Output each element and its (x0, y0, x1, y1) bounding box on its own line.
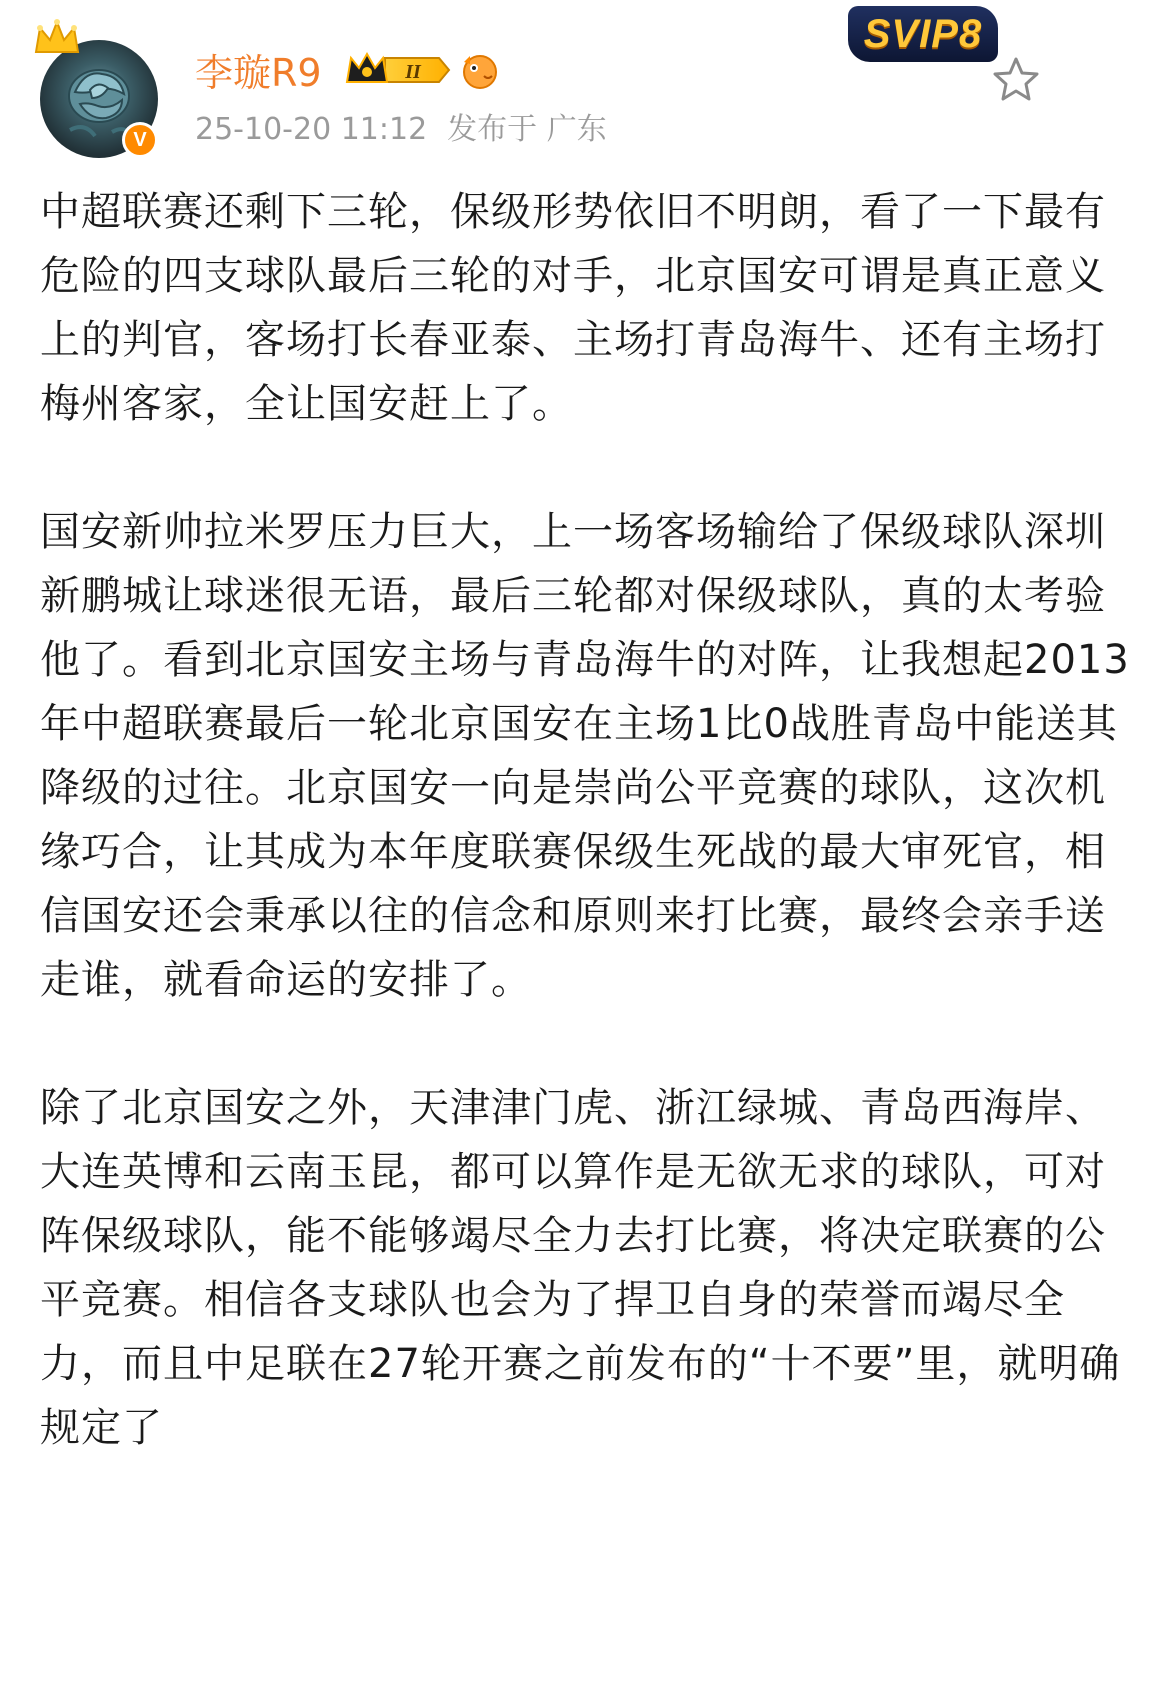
verified-v-icon: V (122, 122, 158, 158)
author-name[interactable]: 李璇R9 (195, 51, 322, 95)
post-meta (195, 110, 607, 150)
post-paragraph: 国安新帅拉米罗压力巨大，上一场客场输给了保级球队深圳新鹏城让球迷很无语，最后三轮都对保级球队，真的太考验他了。看到北京国安主场与青岛海牛的对阵，让我想起2013年中超联赛最后一轮北京国安在主场1比0战胜青岛中能送其降级的过往。北京国安一向是崇尚公平竞赛的球队，这次机缘巧合，让其成为本年度联赛保级生死战的最大审死官，相信国安还会秉承以往的信念和原则来打比赛，最终会亲手送走谁，就看命运的安排了。 (40, 509, 1130, 1003)
badge-level-label: II (405, 61, 421, 83)
crown-icon (32, 18, 82, 60)
svip-badge[interactable]: SVIP8 (848, 6, 998, 62)
post-header (0, 0, 1170, 180)
avatar[interactable] (40, 40, 158, 158)
star-icon[interactable] (990, 55, 1042, 103)
post-date: 25-10-20 11:12 (195, 112, 428, 147)
post-location: 发布于 广东 (447, 112, 607, 147)
post-paragraph: 中超联赛还剩下三轮，保级形势依旧不明朗，看了一下最有危险的四支球队最后三轮的对手，北京国安可谓是真正意义上的判官，客场打长春亚泰、主场打青岛海牛、还有主场打梅州客家，全让国安赶上了。 (40, 189, 1106, 427)
post-paragraph: 除了北京国安之外，天津津门虎、浙江绿城、青岛西海岸、大连英博和云南玉昆，都可以算作是无欲无求的球队，可对阵保级球队，能不能够竭尽全力去打比赛，将决定联赛的公平竞赛。相信各支球队也会为了捍卫自身的荣誉而竭尽全力，而且中足联在27轮开赛之前发布的“十不要”里，就明确规定了 (40, 1085, 1121, 1451)
fish-emoji-icon[interactable] (460, 52, 500, 90)
crown-level-badge-icon[interactable] (345, 50, 453, 90)
post-body (40, 180, 1140, 1460)
